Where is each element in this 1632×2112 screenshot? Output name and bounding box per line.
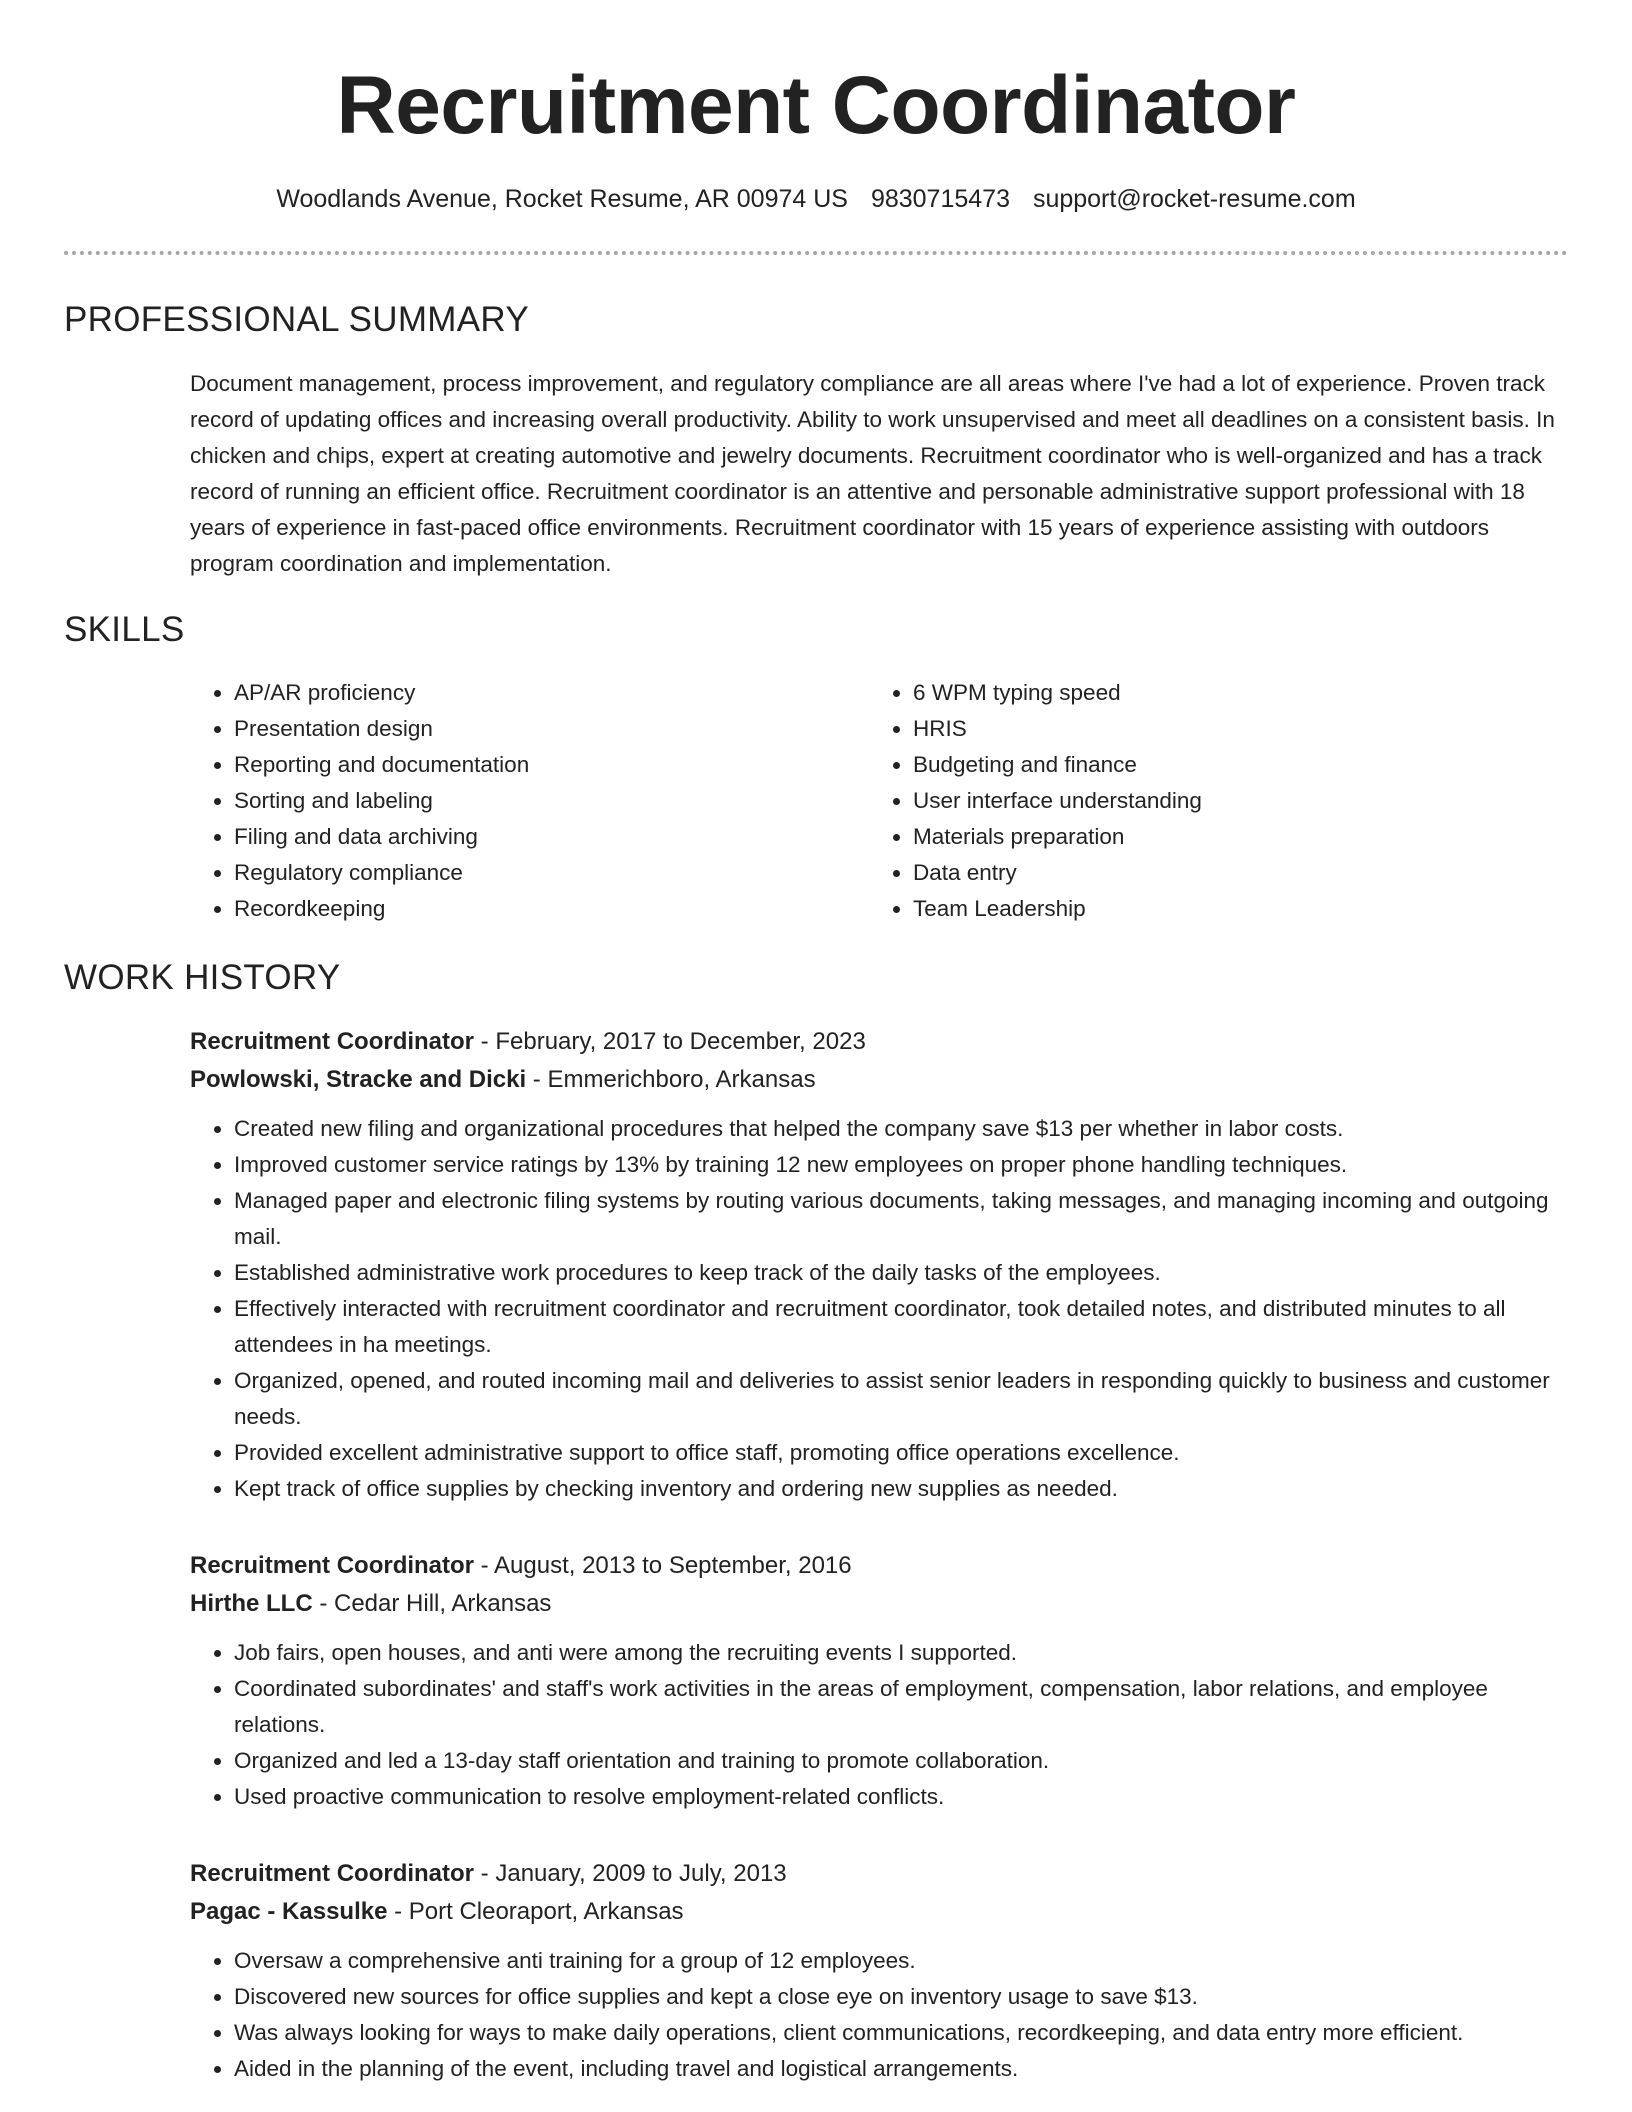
skill-item: • Budgeting and finance (913, 747, 1569, 783)
skill-item: • Team Leadership (913, 891, 1569, 927)
job-dates: - January, 2009 to July, 2013 (474, 1860, 787, 1887)
skill-item: • 6 WPM typing speed (913, 675, 1569, 711)
contact-line (0, 182, 1632, 216)
job-title-line (190, 1855, 1570, 1893)
job-duty: • Aided in the planning of the event, including travel and logistical arrangements. (234, 2051, 1570, 2087)
skill-item: • User interface understanding (913, 783, 1569, 819)
job-location: - Port Cleoraport, Arkansas (387, 1898, 684, 1925)
job-location: - Cedar Hill, Arkansas (312, 1590, 552, 1617)
job-role: Recruitment Coordinator (190, 1552, 475, 1579)
job-duties-list (190, 1635, 1570, 1815)
skill-item: • Sorting and labeling (234, 783, 830, 819)
skill-item: • Filing and data archiving (234, 819, 830, 855)
job-company-line (190, 1061, 1570, 1099)
job-duty: • Oversaw a comprehensive anti training for a group of 12 employees. (234, 1943, 1570, 1979)
skill-item: • Materials preparation (913, 819, 1569, 855)
skill-item: • HRIS (913, 711, 1569, 747)
job-duties-list (190, 1111, 1570, 1507)
resume-name: Recruitment Coordinator (336, 60, 1296, 151)
job-company: Pagac - Kassulke (190, 1898, 388, 1925)
skill-item: • Reporting and documentation (234, 747, 830, 783)
job-company: Hirthe LLC (190, 1590, 313, 1617)
job-duty: • Organized, opened, and routed incoming mail and deliveries to assist senior leaders in responding quickly to business and customer needs. (234, 1363, 1570, 1435)
job-role: Recruitment Coordinator (190, 1028, 475, 1055)
job-company-line (190, 1585, 1570, 1623)
skill-item: • Recordkeeping (234, 891, 830, 927)
summary-heading: PROFESSIONAL SUMMARY (64, 300, 529, 339)
contact-address: Woodlands Avenue, Rocket Resume, AR 00974 US (276, 185, 848, 213)
skill-item: • Regulatory compliance (234, 855, 830, 891)
skill-item: • AP/AR proficiency (234, 675, 830, 711)
skill-item: • Data entry (913, 855, 1569, 891)
job-location: - Emmerichboro, Arkansas (526, 1066, 816, 1093)
job-duty: • Kept track of office supplies by checking inventory and ordering new supplies as needed. (234, 1471, 1570, 1507)
job-duty: • Improved customer service ratings by 13% by training 12 new employees on proper phone handling techniques. (234, 1147, 1570, 1183)
job-duties-list (190, 1943, 1570, 2087)
skills-left-column (190, 675, 830, 927)
job-duty: • Used proactive communication to resolve employment-related conflicts. (234, 1779, 1570, 1815)
job-duty: • Coordinated subordinates' and staff's work activities in the areas of employment, compensation, labor relations, and employee relations. (234, 1671, 1570, 1743)
job-company-line (190, 1893, 1570, 1931)
skills-left-list (190, 675, 830, 927)
job-dates: - August, 2013 to September, 2016 (474, 1552, 852, 1579)
job-title-line (190, 1023, 1570, 1061)
skill-item: • Presentation design (234, 711, 830, 747)
job-duty: • Effectively interacted with recruitment coordinator and recruitment coordinator, took detailed notes, and distributed minutes to all attendees in ha meetings. (234, 1291, 1570, 1363)
job-duty: • Was always looking for ways to make daily operations, client communications, recordkeeping, and data entry more efficient. (234, 2015, 1570, 2051)
job-duty: • Discovered new sources for office supplies and kept a close eye on inventory usage to save $13. (234, 1979, 1570, 2015)
job-company: Powlowski, Stracke and Dicki (190, 1066, 527, 1093)
job-entry (190, 1547, 1570, 1815)
work-history-heading: WORK HISTORY (64, 958, 341, 997)
job-duty: • Provided excellent administrative support to office staff, promoting office operations excellence. (234, 1435, 1570, 1471)
summary-text: Document management, process improvement, and regulatory compliance are all areas where I've had a lot of experience. Proven track record of updating offices and increasing overall productivity. Ability to work unsupervised and meet all deadlines on a consistent basis. In chicken and chips, expert at creating automotive and jewelry documents. Recruitment coordinator who is well-organized and has a track record of running an efficient office. Recruitment coordinator is an attentive and personable administrative support professional with 18 years of experience in fast-paced office environments. Recruitment coordinator with 15 years of experience assisting with outdoors program coordination and implementation. (190, 371, 1555, 576)
header-divider (64, 251, 1568, 255)
job-duty: • Job fairs, open houses, and anti were among the recruiting events I supported. (234, 1635, 1570, 1671)
job-entry (190, 1023, 1570, 1507)
skills-right-list (869, 675, 1569, 927)
skills-right-column (869, 675, 1569, 927)
job-entry (190, 1855, 1570, 2087)
job-dates: - February, 2017 to December, 2023 (474, 1028, 866, 1055)
job-duty: • Organized and led a 13-day staff orientation and training to promote collaboration. (234, 1743, 1570, 1779)
contact-email: support@rocket-resume.com (1032, 185, 1356, 213)
job-duty: • Established administrative work procedures to keep track of the daily tasks of the employees. (234, 1255, 1570, 1291)
skills-heading: SKILLS (64, 610, 185, 649)
job-role: Recruitment Coordinator (190, 1860, 475, 1887)
job-title-line (190, 1547, 1570, 1585)
contact-phone: 9830715473 (870, 185, 1010, 213)
job-duty: • Created new filing and organizational procedures that helped the company save $13 per whether in labor costs. (234, 1111, 1570, 1147)
job-duty: • Managed paper and electronic filing systems by routing various documents, taking messages, and managing incoming and outgoing mail. (234, 1183, 1570, 1255)
